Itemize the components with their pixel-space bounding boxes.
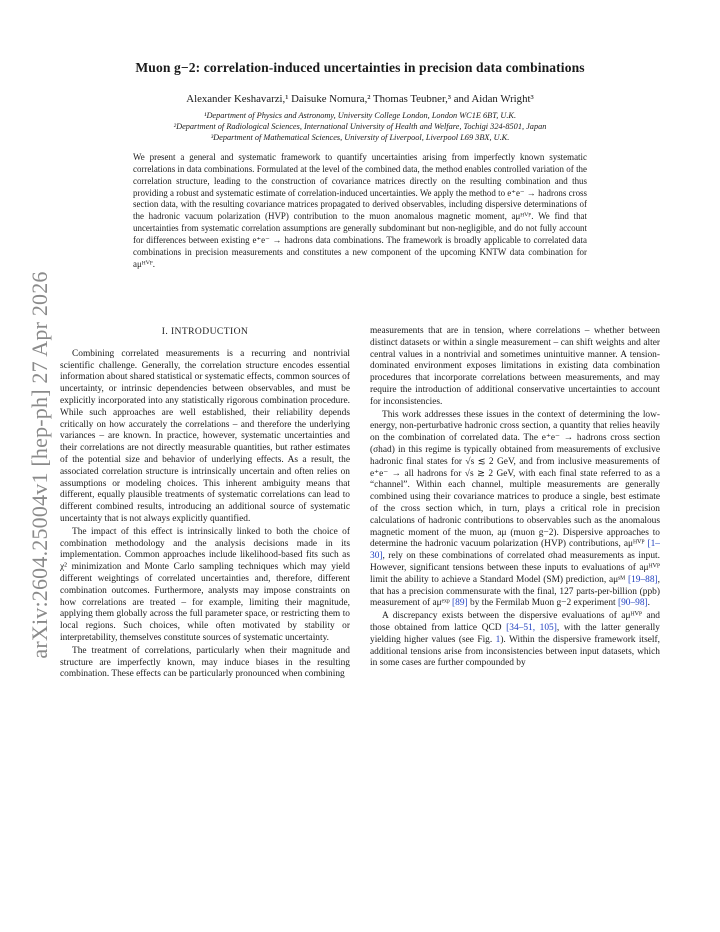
inline-formula: e⁺e⁻ → hadrons bbox=[541, 433, 607, 444]
abstract bbox=[133, 152, 587, 270]
arxiv-identifier: arXiv:2604.25004v1 [hep-ph] 27 Apr 2026 bbox=[27, 271, 52, 659]
paper-title: Muon g−2: correlation-induced uncertainties in precision data combinations bbox=[135, 60, 585, 75]
abstract-text: We present a general and systematic framework to quantify uncertainties arising from imperfectly known systematic correlations in data combinations. Formulated at the level of the combined data, the method enables controlled variation of the correlation structure, leading to the construction of covariance matrices directly on the resulting combination and thus providing a robust and systematic estimate of correlation-induced uncertainties. We apply the method to bbox=[133, 152, 587, 198]
abstract-formula: e⁺e⁻ → hadrons bbox=[252, 234, 313, 245]
abstract-formula: e⁺e⁻ → hadrons bbox=[507, 187, 567, 198]
abstract-text: . bbox=[152, 258, 155, 269]
affiliation-3: ³Department of Mathematical Sciences, University of Liverpool, Liverpool L69 3BX, U.K. bbox=[210, 133, 510, 142]
citation-link[interactable]: [90–98] bbox=[617, 598, 648, 609]
intro-paragraph-4: measurements that are in tension, where correlations – whether between distinct datasets or within a single measurement – can shift weights and alter central values in a nontrivial and sometimes unintuitive manner. A tension-dominated environment exposes limitations in existing data combination procedures that incorporate correlations between measurements, and may require the introduction of additional conservative uncertainties to account for inconsistencies. bbox=[370, 326, 660, 407]
abstract-text: cross section data, with the resulting covariance matrices propagated to derived observables, including dispersive determinations of the hadronic vacuum polarization (HVP) contribution to the muon anomalous magnetic moment, bbox=[133, 187, 587, 222]
abstract-formula: aμᴴⱽᴾ bbox=[133, 258, 153, 269]
author-list: Alexander Keshavarzi,¹ Daisuke Nomura,² Thomas Teubner,³ and Aidan Wright³ bbox=[186, 93, 534, 105]
citation-link[interactable]: [34–51, 105] bbox=[506, 622, 557, 633]
affiliation-2: ²Department of Radiological Sciences, International University of Health and Welfare, Tochigi 324-8501, Japan bbox=[173, 122, 547, 131]
intro-paragraph-2: The impact of this effect is intrinsically linked to both the choice of combination methodology and the analysis decisions made in its implementation. Common approaches include likelihood-based fits such as χ² minimization and Monte Carlo sampling techniques which may yield different weightings of correlated uncertainties and, therefore, different combination outcomes. Furthermore, analysts may impose constraints on how correlations are treated – for example, limiting their magnitude, applying them globally across the full parameter space, or restricting them to local regions. Such choices, while often motivated by stability or interpretability, themselves constitute sources of systematic uncertainty. bbox=[60, 526, 350, 643]
paragraph-text: . bbox=[647, 598, 651, 609]
intro-paragraph-3: The treatment of correlations, particularly when their magnitude and structure are imperfectly known, may induce biases in the resulting combination. These effects can be particularly pronounced when combining bbox=[60, 645, 350, 680]
figure-reference-link[interactable]: 1 bbox=[495, 634, 501, 645]
arxiv-identifier-stamp bbox=[20, 245, 60, 685]
abstract-text: . We find that uncertainties from systematic correlation assumptions are generally subdominant but non-negligible, and do not fully account for differences between existing bbox=[133, 211, 587, 245]
intro-paragraph-5 bbox=[370, 410, 660, 611]
intro-paragraph-1: Combining correlated measurements is a recurring and nontrivial scientific challenge. Generally, the correlation structure encodes essential information about shared statistical or systematic effects, common sources of uncertainty, or intrinsic dependencies between observables, and must be explicitly incorporated into any statistically rigorous combination procedure. While such approaches are well established, their reliability depends critically on how accurately the correlations – and therefore the underlying variances – are known. In practice, however, systematic uncertainties and their correlations are not directly measurable quantities, but rather estimates of the potential size and behavior of underlying effects. As a result, the associated correlation structure is intrinsically uncertain and often relies on assumptions or modeling choices. This inherent ambiguity means that different, equally plausible treatments of systematic correlations can lead to different combined results, introducing an additional source of systematic uncertainty that is not always explicitly quantified. bbox=[60, 348, 350, 524]
right-column bbox=[370, 326, 660, 670]
paragraph-text: , with the latter generally yielding higher values (see Fig. bbox=[370, 622, 660, 645]
paragraph-text: A discrepancy exists between the dispersive evaluations of aμᴴⱽᴾ and those obtained from lattice QCD bbox=[370, 611, 660, 633]
paragraph-text: This work addresses these issues in the context of determining the low-energy, non-perturbative hadronic cross section, a quantity that relies heavily on the combination of correlated data. The bbox=[370, 409, 660, 444]
left-column bbox=[60, 326, 350, 681]
affiliation-1: ¹Department of Physics and Astronomy, University College London, London WC1E 6BT, U.K. bbox=[203, 111, 517, 120]
affiliations bbox=[70, 110, 650, 143]
paragraph-text: cross section (σhad) in this regime is typically obtained from measurements of exclusive hadronic final states for √s ≲ 2 GeV, and from inclusive measurements of e⁺e⁻ → all hadrons for √s ≳ 2 GeV, with each final state referred to as a “channel”. Within each channel, multiple measurements are generally combined using their covariance matrices to produce a single, best estimate of the cross section which, in turn, plays a critical role in precision calculations of hadronic contributions to observables such as the anomalous magnetic moment of the muon, aμ (muon g−2). Dispersive approaches to determine the hadronic vacuum polarization (HVP) contributions, aμᴴⱽᴾ bbox=[370, 433, 661, 550]
section-heading: I. INTRODUCTION bbox=[161, 326, 249, 337]
intro-paragraph-6 bbox=[370, 611, 660, 670]
abstract-text: data combinations. The framework is broadly applicable to correlated data combinations in precision measurements and constitutes a new component of the upcoming KNTW data combination for bbox=[133, 234, 588, 257]
paragraph-text: , that has a precision commensurate with the final, 127 parts-per-billion (ppb) measurement of aμᵉˣᵖ bbox=[370, 574, 660, 609]
abstract-formula: aμᴴⱽᴾ bbox=[511, 211, 532, 222]
citation-link[interactable]: [1–30] bbox=[370, 539, 660, 562]
citation-link[interactable]: [89] bbox=[452, 598, 468, 609]
paragraph-text: ). Within the dispersive framework itself, additional tensions arise from inconsistencies between input datasets, which in some cases are further compounded by bbox=[370, 634, 660, 669]
paragraph-text: , rely on these combinations of correlated σhad measurements as input. However, significant tensions between these inputs to evaluations of aμᴴⱽᴾ limit the ability to achieve a Standard Model (SM) prediction, aμˢᴹ bbox=[370, 551, 660, 585]
paragraph-text: by the Fermilab Muon g−2 experiment bbox=[467, 598, 618, 609]
citation-link[interactable]: [19–88] bbox=[627, 574, 658, 585]
